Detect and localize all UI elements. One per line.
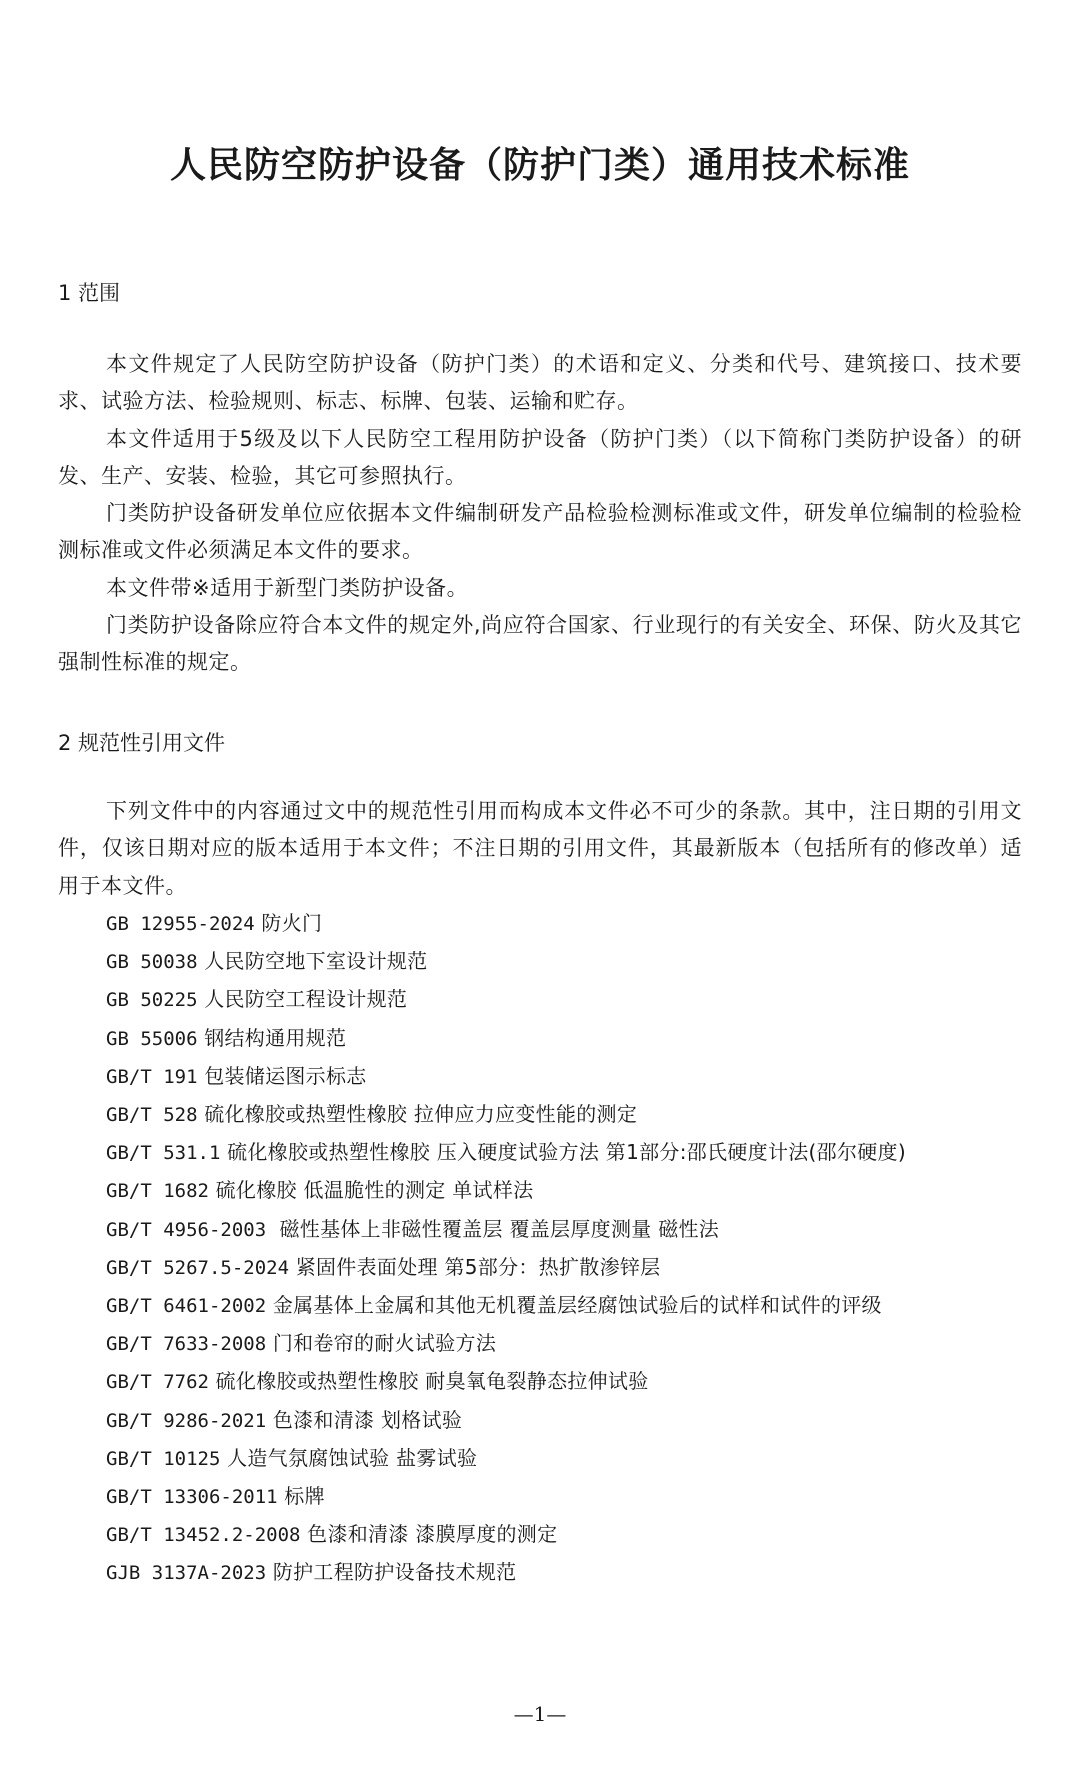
reference-code: GB/T 528	[106, 1104, 198, 1127]
section-2-intro: 下列文件中的内容通过文中的规范性引用而构成本文件必不可少的条款。其中，注日期的引用文件，仅该日期对应的版本适用于本文件；不注日期的引用文件，其最新版本（包括所有的修改单）适用于本文件。	[58, 799, 1022, 898]
reference-code: GB/T 5267.5-2024	[106, 1256, 290, 1279]
reference-item	[58, 1516, 1022, 1554]
section-1-body	[58, 346, 1022, 682]
section-1-heading: 1 范围	[58, 281, 121, 305]
reference-item	[58, 1249, 1022, 1287]
section-2-heading: 2 规范性引用文件	[58, 731, 226, 755]
reference-code: GB/T 10125	[106, 1447, 221, 1470]
reference-title: 磁性基体上非磁性覆盖层 覆盖层厚度测量 磁性法	[272, 1216, 720, 1241]
reference-title: 金属基体上金属和其他无机覆盖层经腐蚀试验后的试样和试件的评级	[272, 1293, 882, 1318]
reference-title: 门和卷帘的耐火试验方法	[272, 1331, 497, 1356]
reference-title: 防火门	[261, 911, 323, 935]
section-2-body	[58, 793, 1022, 905]
reference-code: GB/T 6461-2002	[106, 1295, 267, 1318]
reference-code: GB/T 4956-2003	[106, 1218, 267, 1241]
reference-item	[58, 1211, 1022, 1249]
reference-code: GB/T 13306-2011	[106, 1486, 278, 1509]
reference-code: GB/T 1682	[106, 1180, 209, 1203]
reference-code: GB/T 7633-2008	[106, 1333, 267, 1356]
reference-code: GB 50225	[106, 989, 198, 1012]
reference-code: GJB 3137A-2023	[106, 1562, 267, 1585]
reference-title: 标牌	[284, 1484, 325, 1509]
reference-code: GB/T 13452.2-2008	[106, 1524, 301, 1547]
reference-item	[58, 1287, 1022, 1325]
page-number: —1—	[513, 1702, 567, 1726]
reference-code: GB 12955-2024	[106, 913, 255, 935]
reference-item	[58, 1058, 1022, 1096]
reference-title: 硫化橡胶或热塑性橡胶 拉伸应力应变性能的测定	[204, 1102, 638, 1127]
reference-item	[58, 943, 1022, 981]
section-1-paragraph: 门类防护设备研发单位应依据本文件编制研发产品检验检测标准或文件，研发单位编制的检验检测标准或文件必须满足本文件的要求。	[58, 501, 1022, 563]
reference-title: 硫化橡胶或热塑性橡胶 压入硬度试验方法 第1部分:邵氏硬度计法(邵尔硬度)	[227, 1140, 906, 1165]
reference-title: 色漆和清漆 漆膜厚度的测定	[307, 1522, 558, 1547]
reference-item	[58, 1554, 1022, 1592]
reference-title: 防护工程防护设备技术规范	[272, 1560, 517, 1585]
reference-title: 人民防空地下室设计规范	[204, 949, 428, 974]
reference-item	[58, 1172, 1022, 1210]
reference-item	[58, 1325, 1022, 1363]
reference-title: 钢结构通用规范	[204, 1025, 347, 1050]
reference-item	[58, 1402, 1022, 1440]
reference-title: 人造气氛腐蚀试验 盐雾试验	[227, 1445, 478, 1470]
reference-title: 包装储运图示标志	[204, 1063, 367, 1088]
reference-code: GB 55006	[106, 1027, 198, 1050]
section-1-paragraph: 门类防护设备除应符合本文件的规定外,尚应符合国家、行业现行的有关安全、环保、防火及其它强制性标准的规定。	[58, 613, 1022, 675]
reference-item	[58, 1020, 1022, 1058]
reference-title: 色漆和清漆 划格试验	[272, 1407, 463, 1432]
reference-item	[58, 981, 1022, 1019]
reference-code: GB/T 9286-2021	[106, 1409, 267, 1432]
section-1-paragraph: 本文件规定了人民防空防护设备（防护门类）的术语和定义、分类和代号、建筑接口、技术要求、试验方法、检验规则、标志、标牌、包装、运输和贮存。	[58, 352, 1022, 414]
reference-code: GB 50038	[106, 951, 198, 974]
reference-item	[58, 905, 1022, 943]
reference-list	[58, 905, 1022, 1593]
reference-title: 硫化橡胶或热塑性橡胶 耐臭氧龟裂静态拉伸试验	[215, 1369, 649, 1394]
reference-code: GB/T 191	[106, 1065, 198, 1088]
reference-item	[58, 1440, 1022, 1478]
document-title: 人民防空防护设备（防护门类）通用技术标准	[169, 145, 910, 186]
reference-item	[58, 1134, 1022, 1172]
reference-title: 人民防空工程设计规范	[204, 987, 408, 1012]
reference-code: GB/T 7762	[106, 1371, 209, 1394]
section-1-paragraph: 本文件带※适用于新型门类防护设备。	[106, 575, 469, 600]
reference-code: GB/T 531.1	[106, 1142, 221, 1165]
reference-item	[58, 1096, 1022, 1134]
reference-item	[58, 1478, 1022, 1516]
reference-title: 硫化橡胶 低温脆性的测定 单试样法	[215, 1178, 534, 1203]
section-1-paragraph: 本文件适用于5级及以下人民防空工程用防护设备（防护门类）（以下简称门类防护设备）的研发、生产、安装、检验，其它可参照执行。	[58, 426, 1022, 488]
reference-item	[58, 1363, 1022, 1401]
reference-title: 紧固件表面处理 第5部分：热扩散渗锌层	[295, 1254, 661, 1279]
